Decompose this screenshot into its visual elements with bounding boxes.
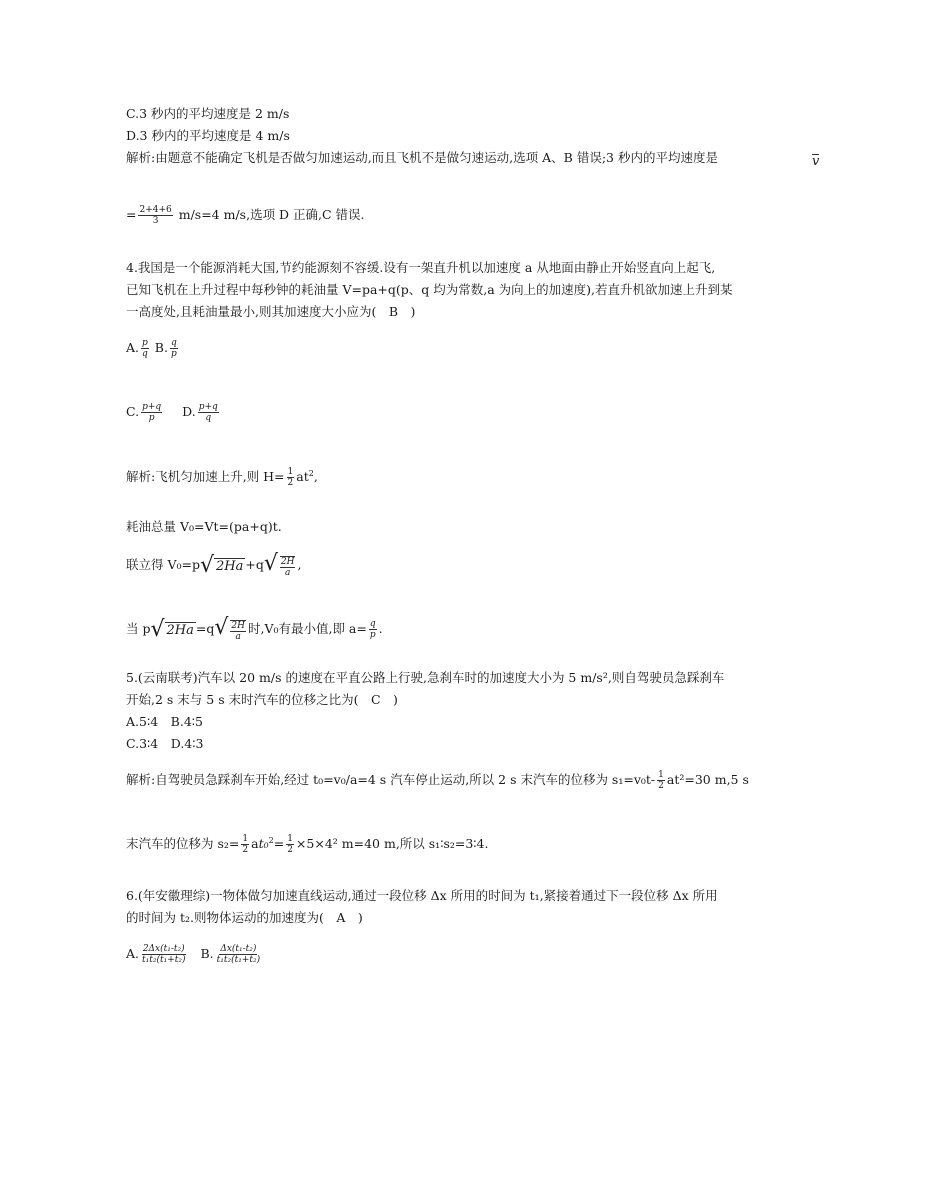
q4-option-c-fraction: $\frac{p+q}{p}$: [142, 402, 162, 423]
sqrt-2h-over-a-expression: √ 2H a: [263, 551, 295, 578]
q4-stem-line2: 已知飞机在上升过程中每秒钟的耗油量 V=pa+q(p、q 均为常数,a 为向上的加速度),若直升机欲加速上升到某: [126, 282, 733, 297]
q5-stem-line1: 5.(云南联考)汽车以 20 m/s 的速度在平直公路上行驶,急刹车时的加速度大小为 5 m/s²,则自驾驶员急踩刹车: [126, 670, 725, 685]
q4-stem-line1: 4.我国是一个能源消耗大国,节约能源刻不容缓.设有一架直升机以加速度 a 从地面由静止开始竖直向上起飞,: [126, 260, 716, 275]
q4-analysis-line3: 联立得 V₀=p √ 2Ha +q √ 2H a ,: [126, 551, 302, 578]
q4-analysis-line1: 解析:飞机匀加速上升,则 H= $\frac{1}{2}$ $at^2$,: [126, 467, 318, 489]
q5-analysis-line1: 解析:自驾驶员急踩刹车开始,经过 t₀=v₀/a=4 s 汽车停止运动,所以 2 s 末汽车的位移为 s₁=v₀t- $\frac{1}{2}$ at²=30 m,5 s: [126, 770, 749, 791]
q5-half-fraction: $\frac{1}{2}$: [287, 834, 293, 856]
q4-option-d-fraction: $\frac{p+q}{q}$: [198, 402, 218, 423]
q5-stem-line2: 开始,2 s 末与 5 s 末时汽车的位移之比为( C ): [126, 692, 398, 707]
q4-answer-fraction: $\frac{q}{p}$: [369, 619, 376, 640]
q4-option-a-fraction: $\frac{p}{q}$: [142, 338, 148, 359]
q5-options-ab: A.5∶4 B.4∶5: [126, 714, 203, 729]
q4-analysis-line4: 当 p √ 2Ha =q √ 2H a 时,V₀有最小值,即 a= $\frac{q}{p}$ .: [126, 615, 383, 642]
q3-analysis-line1: [126, 150, 718, 166]
q3-option-c: C.3 秒内的平均速度是 2 m/s: [126, 106, 290, 121]
q3-average-fraction: $\frac{2+4+6}{3}$: [139, 205, 172, 226]
q4-options-cd: C. $\frac{p+q}{p}$ D. $\frac{p+q}{q}$: [126, 402, 218, 423]
sqrt-2ha-expression: √ 2Ha: [150, 616, 194, 642]
q6-stem-line2: 的时间为 t₂.则物体运动的加速度为( A ): [126, 910, 363, 925]
q5-options-cd: C.3∶4 D.4∶3: [126, 736, 204, 751]
sqrt-2ha-expression: √ 2Ha: [200, 552, 244, 578]
q3-analysis-text: 解析:由题意不能确定飞机是否做匀加速运动,而且飞机不是做匀速运动,选项 A、B 错误;3 秒内的平均速度是: [126, 150, 718, 165]
q3-analysis-conclusion: m/s=4 m/s,选项 D 正确,C 错误.: [178, 207, 365, 222]
q3-analysis-line2: = $\frac{2+4+6}{3}$ m/s=4 m/s,选项 D 正确,C 错误.: [126, 205, 365, 226]
q6-options-ab: A. $\frac{\text{2Δx(t₁-t₂)}}{\text{t₁t₂(t₁+t₂)}}$ B. $\frac{\text{Δx(t₁-t₂)}}{\text{t₁t₂(t₁+t₂)}}$: [126, 944, 261, 965]
q6-stem-line1: 6.(年安徽理综)一物体做匀加速直线运动,通过一段位移 Δx 所用的时间为 t₁,紧接着通过下一段位移 Δx 所用: [126, 888, 718, 903]
q5-half-fraction: $\frac{1}{2}$: [242, 834, 249, 856]
q5-half-fraction: $\frac{1}{2}$: [658, 770, 664, 791]
q4-option-b-fraction: $\frac{q}{p}$: [170, 338, 177, 359]
q4-options-ab: A. $\frac{p}{q}$ B. $\frac{q}{p}$: [126, 338, 177, 359]
q5-analysis-line2: 末汽车的位移为 s₂= $\frac{1}{2}$ at₀$^2$= $\frac{1}{2}$ ×5×4² m=40 m,所以 s₁∶s₂=3∶4.: [126, 834, 489, 856]
q6-option-a-fraction: $\frac{\text{2Δx(t₁-t₂)}}{\text{t₁t₂(t₁+t₂)}}$: [142, 944, 186, 965]
q3-vbar-symbol: v: [812, 154, 820, 169]
sqrt-2h-over-a-expression: √ 2H a: [214, 615, 245, 642]
q4-stem-line3: 一高度处,且耗油量最小,则其加速度大小应为( B ): [126, 304, 416, 319]
q3-option-d: D.3 秒内的平均速度是 4 m/s: [126, 128, 290, 143]
q4-analysis-line2: 耗油总量 V₀=Vt=(pa+q)t.: [126, 519, 282, 534]
q6-option-b-fraction: $\frac{\text{Δx(t₁-t₂)}}{\text{t₁t₂(t₁+t₂)}}$: [216, 944, 261, 965]
q4-half-fraction: $\frac{1}{2}$: [287, 467, 294, 489]
